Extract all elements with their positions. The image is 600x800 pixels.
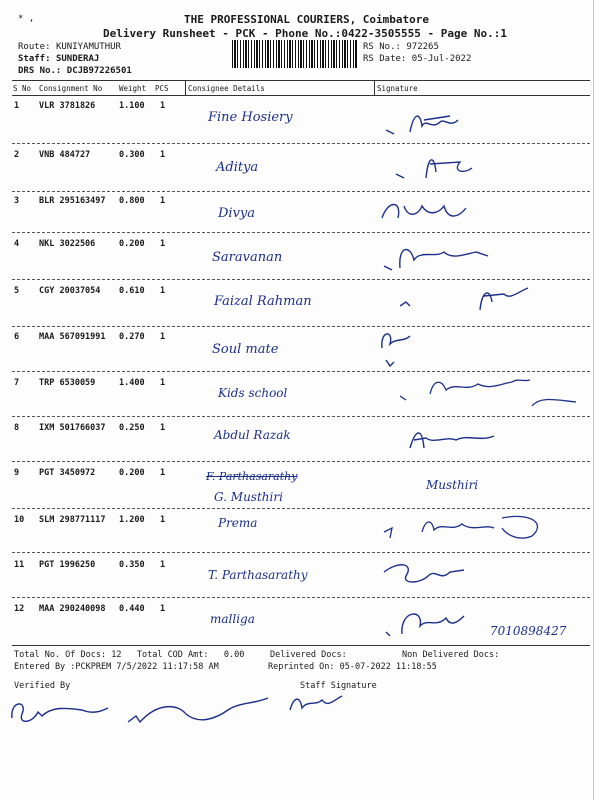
row-divider	[12, 416, 590, 417]
row-consignee: Faizal Rahman	[214, 294, 312, 309]
col-sno: S No	[13, 84, 32, 93]
runsheet-subtitle: Delivery Runsheet - PCK - Phone No.:0422-3505555 - Page No.:1	[103, 27, 507, 40]
row-divider	[12, 232, 590, 233]
col-divider	[185, 81, 186, 95]
row-signature	[384, 606, 494, 642]
route-value: KUNIYAMUTHUR	[55, 42, 121, 52]
rs-no-line	[363, 42, 439, 52]
drs-label: DRS No.:	[18, 66, 62, 76]
rs-date-line	[363, 54, 471, 64]
row-consignee: Divya	[218, 206, 256, 221]
verifier-signature	[8, 694, 288, 734]
row-signature	[380, 558, 480, 592]
row-consignee: Abdul Razak	[214, 428, 291, 442]
row-weight: 0.200	[119, 468, 145, 478]
row-consignment: MAA 567091991	[39, 332, 106, 342]
row-consignment: CGY 20037054	[39, 286, 101, 296]
totals-line	[14, 650, 347, 660]
row-sno: 11	[14, 560, 25, 570]
row-weight: 0.300	[119, 150, 145, 160]
staff-line	[18, 54, 99, 64]
table-bottom-rule	[12, 645, 590, 646]
row-sno: 5	[14, 286, 20, 296]
row-consignment: BLR 295163497	[39, 196, 106, 206]
col-divider	[374, 81, 375, 95]
row-sno: 4	[14, 239, 20, 249]
row-sno: 1	[14, 101, 20, 111]
row-signature	[382, 510, 552, 544]
verified-by-label: Verified By	[14, 681, 71, 691]
row-pcs: 1	[160, 101, 166, 111]
row-weight: 0.440	[119, 604, 145, 614]
total-docs-label: Total No. Of Docs:	[14, 650, 107, 660]
company-title: THE PROFESSIONAL COURIERS, Coimbatore	[184, 13, 430, 26]
row-pcs: 1	[160, 604, 166, 614]
row-pcs: 1	[160, 150, 166, 160]
row-signature	[400, 372, 585, 412]
row-sno: 9	[14, 468, 20, 478]
row-consignee: T. Parthasarathy	[208, 568, 308, 582]
row-pcs: 1	[160, 468, 166, 478]
total-cod-label: Total COD Amt:	[136, 650, 209, 660]
staff-signature	[286, 690, 346, 720]
row-consignee: Prema	[218, 516, 258, 530]
staff-value: SUNDERAJ	[55, 54, 100, 64]
row-consignment: TRP 6530059	[39, 378, 96, 388]
staff-label: Staff:	[18, 54, 51, 64]
drs-value: DCJB97226501	[66, 66, 132, 76]
rs-no-value: 972265	[406, 42, 439, 52]
row-signature	[376, 326, 436, 370]
row-signature	[406, 424, 516, 456]
row-pcs: 1	[160, 560, 166, 570]
row-consignment: PGT 1996250	[39, 560, 96, 570]
non-delivered-label: Non Delivered Docs:	[402, 650, 500, 660]
delivered-label: Delivered Docs:	[269, 650, 347, 660]
row-consignment: SLM 298771117	[39, 515, 106, 525]
row-sno: 12	[14, 604, 25, 614]
row-consignment: IXM 501766037	[39, 423, 106, 433]
row-sno: 6	[14, 332, 20, 342]
row-divider	[12, 279, 590, 280]
row-divider	[12, 326, 590, 327]
col-consignee: Consignee Details	[188, 84, 265, 93]
barcode	[232, 40, 358, 68]
row-consignee: Fine Hosiery	[208, 110, 293, 125]
entered-by: Entered By :PCKPREM 7/5/2022 11:17:58 AM	[14, 662, 219, 672]
row-pcs: 1	[160, 196, 166, 206]
row-pcs: 1	[160, 239, 166, 249]
total-cod-value: 0.00	[223, 650, 245, 660]
corner-mark: * ,	[18, 14, 35, 24]
row-consignee: Kids school	[218, 386, 288, 400]
row-sno: 2	[14, 150, 20, 160]
col-weight: Weight	[119, 84, 147, 93]
row-weight: 0.250	[119, 423, 145, 433]
table-top-rule	[12, 80, 590, 81]
row-consignee-struck: F. Parthasarathy	[206, 470, 298, 483]
total-docs-value: 12	[111, 650, 122, 660]
rs-date-value: 05-Jul-2022	[411, 54, 472, 64]
row-pcs: 1	[160, 515, 166, 525]
row-signature	[390, 150, 490, 182]
reprinted-on: Reprinted On: 05-07-2022 11:18:55	[268, 662, 437, 672]
row-consignee-alt: G. Musthiri	[214, 490, 283, 504]
row-consignee: Aditya	[216, 160, 259, 175]
row-divider	[12, 508, 590, 509]
rs-date-label: RS Date:	[363, 54, 407, 64]
row-weight: 1.100	[119, 101, 145, 111]
row-weight: 0.270	[119, 332, 145, 342]
row-weight: 0.610	[119, 286, 145, 296]
route-label: Route:	[18, 42, 51, 52]
row-divider	[12, 461, 590, 462]
row-sno: 3	[14, 196, 20, 206]
col-pcs: PCS	[155, 84, 169, 93]
row-divider	[12, 552, 590, 553]
row-sno: 7	[14, 378, 20, 388]
row-signature	[378, 196, 478, 226]
row-signature	[380, 240, 500, 274]
row-divider	[12, 191, 590, 192]
row-weight: 1.400	[119, 378, 145, 388]
row-pcs: 1	[160, 332, 166, 342]
row-consignment: VLR 3781826	[39, 101, 96, 111]
row-signature-note: Musthiri	[426, 478, 479, 492]
col-signature: Signature	[377, 84, 418, 93]
row-consignee: malliga	[210, 612, 255, 626]
row-consignment: PGT 3450972	[39, 468, 96, 478]
row-weight: 0.800	[119, 196, 145, 206]
col-consignment: Consignment No	[39, 84, 103, 93]
row-weight: 0.200	[119, 239, 145, 249]
row-pcs: 1	[160, 286, 166, 296]
row-consignment: VNB 484727	[39, 150, 91, 160]
row-divider	[12, 597, 590, 598]
row-pcs: 1	[160, 378, 166, 388]
page-edge	[593, 0, 594, 800]
row-pcs: 1	[160, 423, 166, 433]
row-sno: 8	[14, 423, 20, 433]
row-weight: 1.200	[119, 515, 145, 525]
row-sno: 10	[14, 515, 25, 525]
table-header-rule	[12, 95, 590, 96]
staff-signature-label: Staff Signature	[300, 681, 377, 691]
row-divider	[12, 143, 590, 144]
rs-no-label: RS No.:	[363, 42, 401, 52]
row-consignee: Saravanan	[212, 250, 283, 265]
row-signature	[400, 282, 550, 318]
row-signature-note: 7010898427	[490, 624, 567, 638]
row-consignment: MAA 290240098	[39, 604, 106, 614]
drs-line	[18, 66, 132, 76]
route-line	[18, 42, 121, 52]
row-weight: 0.350	[119, 560, 145, 570]
row-consignee: Soul mate	[212, 342, 279, 357]
row-signature	[380, 108, 490, 138]
row-consignment: NKL 3022506	[39, 239, 96, 249]
